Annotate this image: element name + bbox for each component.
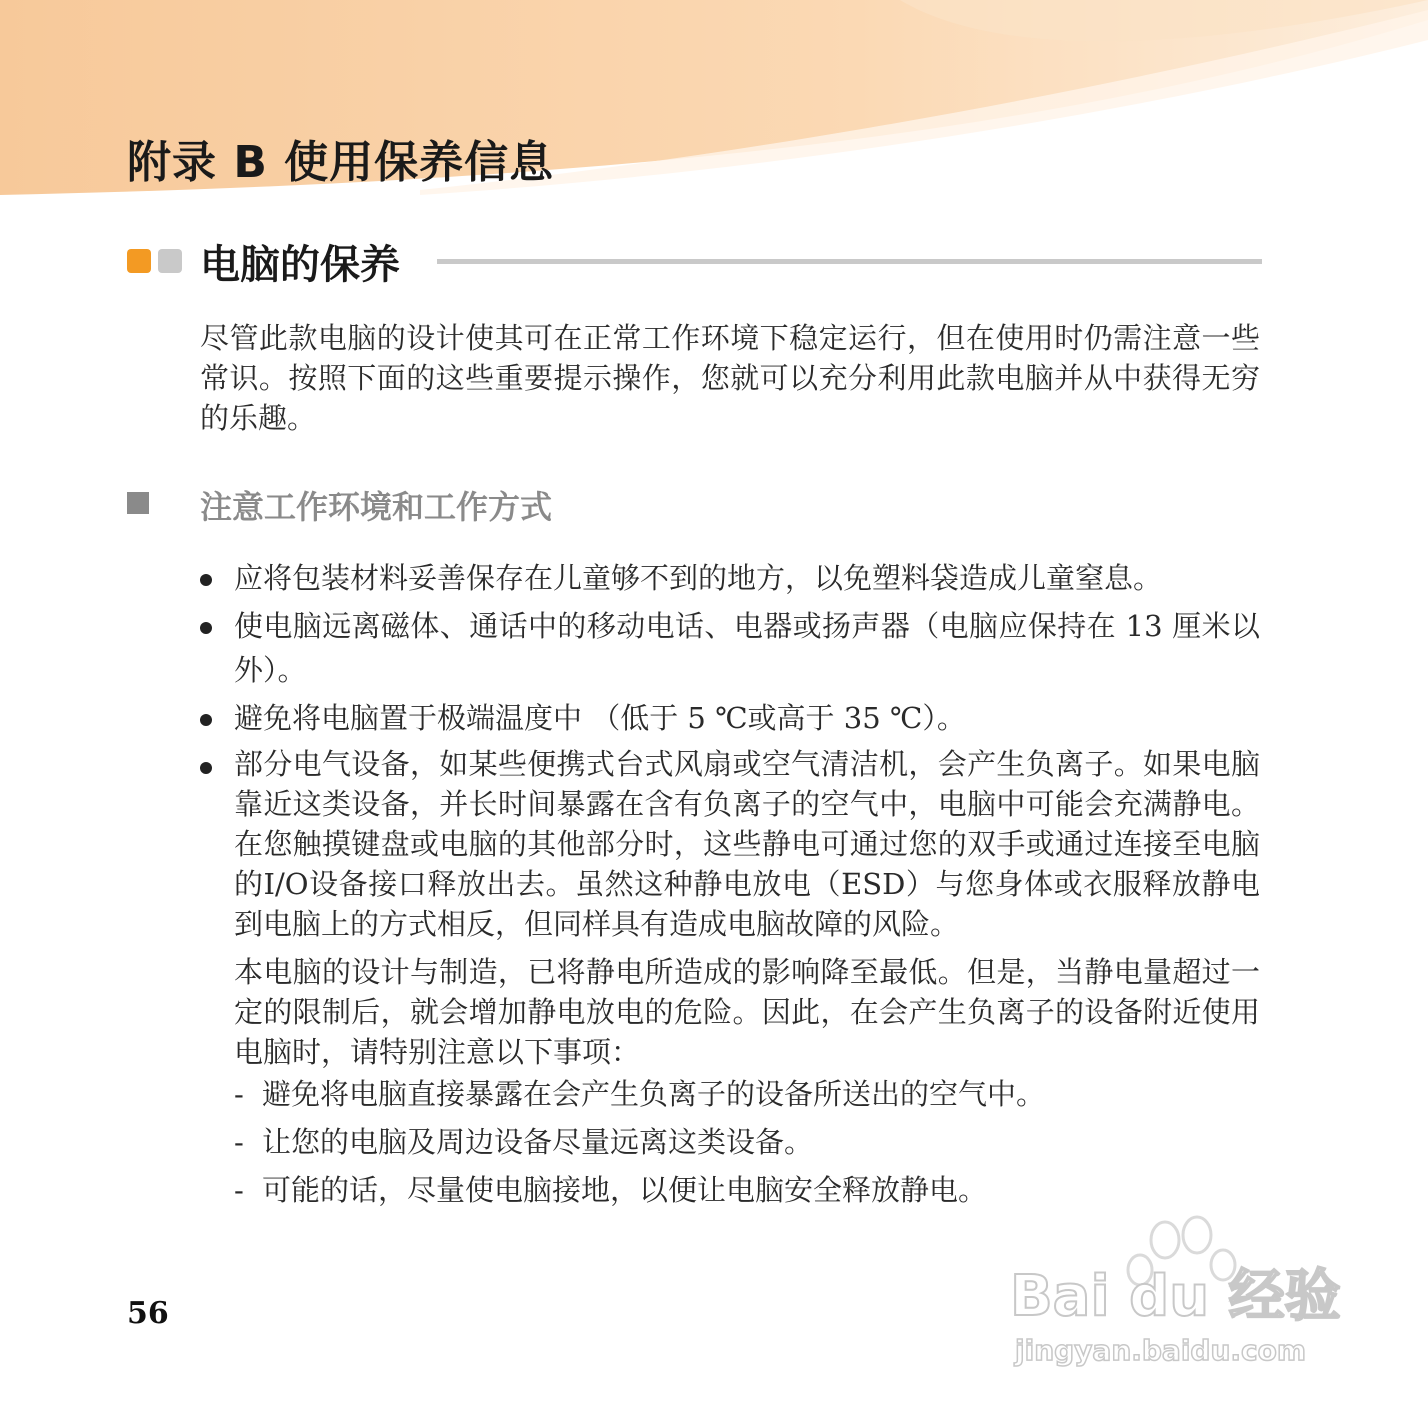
watermark-url: jingyan.baidu.com [1015, 1334, 1307, 1367]
list-item-paragraph: 本电脑的设计与制造，已将静电所造成的影响降至最低。但是，当静电量超过一定的限制后，就会增加静电放电的危险。因此，在会产生负离子的设备附近使用电脑时，请特别注意以下事项： [234, 955, 1260, 1069]
list-item [200, 556, 1260, 600]
dash-item [234, 1072, 1260, 1116]
orange-square-icon [127, 249, 151, 273]
section-divider [437, 259, 1262, 264]
watermark-brand: Bai du 经验 [1010, 1264, 1341, 1329]
bullet-dot-icon [200, 762, 212, 774]
dash-item [234, 1120, 1260, 1164]
dash-item-text: 让您的电脑及周边设备尽量远离这类设备。 [262, 1125, 814, 1159]
list-item [200, 604, 1260, 692]
dash-icon: - [234, 1077, 244, 1111]
list-item-text: 应将包装材料妥善保存在儿童够不到的地方，以免塑料袋造成儿童窒息。 [234, 561, 1163, 595]
dash-item-text: 避免将电脑直接暴露在会产生负离子的设备所送出的空气中。 [262, 1077, 1046, 1111]
list-item [200, 696, 1260, 740]
bullet-dot-icon [200, 574, 212, 586]
page-number: 56 [127, 1296, 169, 1331]
dash-list [234, 1072, 1260, 1212]
list-item-text: 避免将电脑置于极端温度中 （低于 5 ℃或高于 35 ℃）。 [234, 701, 966, 735]
dash-item-text: 可能的话，尽量使电脑接地，以便让电脑安全释放静电。 [262, 1173, 988, 1207]
list-item-text: 使电脑远离磁体、通话中的移动电话、电器或扬声器（电脑应保持在 13 厘米以外）。 [234, 609, 1260, 687]
dash-icon: - [234, 1173, 244, 1207]
list-item [200, 744, 1260, 1212]
dash-icon: - [234, 1125, 244, 1159]
list-item-text: 部分电气设备，如某些便携式台式风扇或空气清洁机，会产生负离子。如果电脑靠近这类设备，并长时间暴露在含有负离子的空气中，电脑中可能会充满静电。在您触摸键盘或电脑的其他部分时，这些静电可通过您的双手或通过连接至电脑的I/O设备接口释放出去。虽然这种静电放电（ESD）与您身体或衣服释放静电到电脑上的方式相反，但同样具有造成电脑故障的风险。 [234, 747, 1260, 941]
intro-paragraph: 尽管此款电脑的设计使其可在正常工作环境下稳定运行，但在使用时仍需注意一些常识。按照下面的这些重要提示操作，您就可以充分利用此款电脑并从中获得无穷的乐趣。 [200, 321, 1260, 435]
chapter-title: 附录 B 使用保养信息 [127, 137, 555, 188]
section-header [127, 233, 1262, 291]
subsection-title: 注意工作环境和工作方式 [200, 488, 553, 526]
section-title: 电脑的保养 [200, 242, 400, 288]
gray-square-bullet-icon [127, 492, 149, 514]
care-bullet-list [200, 556, 1260, 1216]
gray-square-icon [158, 249, 182, 273]
baidu-jingyan-watermark [1005, 1205, 1350, 1370]
bullet-dot-icon [200, 622, 212, 634]
bullet-dot-icon [200, 714, 212, 726]
subsection-header [127, 482, 827, 528]
